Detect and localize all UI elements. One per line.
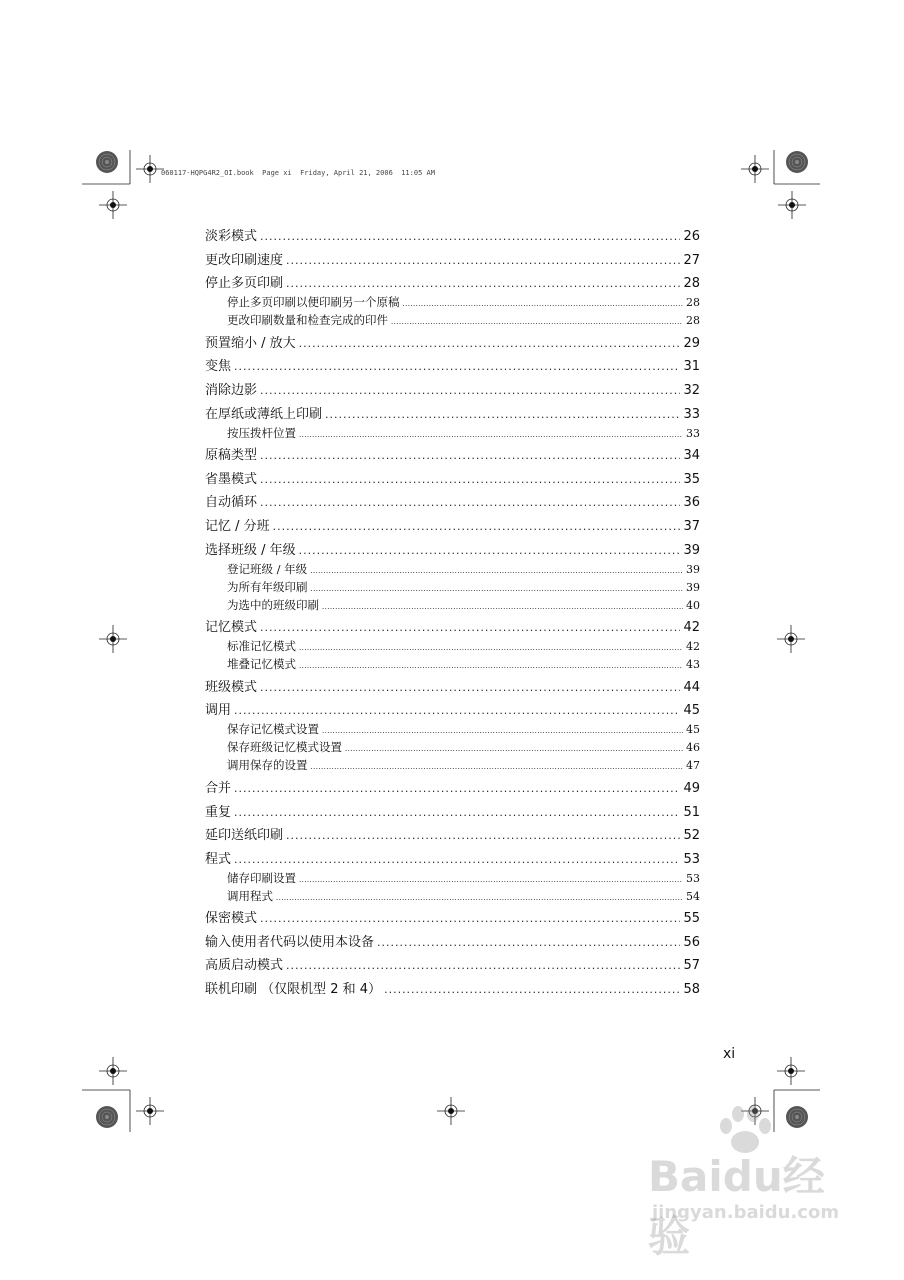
toc-entry-title: 重复 xyxy=(205,804,232,820)
toc-entry[interactable] xyxy=(205,518,700,536)
toc-subentry[interactable] xyxy=(205,655,700,673)
toc-leader-dots xyxy=(299,335,681,353)
toc-entry[interactable] xyxy=(205,957,700,975)
toc-subentry[interactable] xyxy=(205,738,700,756)
toc-leader-dots xyxy=(260,447,680,465)
toc-leader-dots xyxy=(299,639,683,657)
toc-leader-dots xyxy=(311,580,684,598)
toc-subentry-title: 按压拨杆位置 xyxy=(227,425,296,440)
toc-entry-title: 停止多页印刷 xyxy=(205,276,284,292)
toc-entry[interactable] xyxy=(205,494,700,512)
toc-entry-page: 53 xyxy=(683,851,700,867)
toc-entry-page: 35 xyxy=(683,471,700,487)
toc-leader-dots xyxy=(260,679,680,697)
toc-subentry-title: 为所有年级印刷 xyxy=(227,579,308,594)
toc-entry-page: 45 xyxy=(683,703,700,719)
toc-entry[interactable] xyxy=(205,358,700,376)
toc-subentry-page: 40 xyxy=(686,598,700,612)
toc-entry-page: 49 xyxy=(683,780,700,796)
toc-subentry-title: 标准记忆模式 xyxy=(227,639,296,654)
toc-entry-title: 消除边影 xyxy=(205,382,258,398)
toc-subentry-title: 调用程式 xyxy=(227,888,273,903)
toc-subentry[interactable] xyxy=(205,560,700,578)
toc-entry[interactable] xyxy=(205,275,700,293)
toc-entry[interactable] xyxy=(205,679,700,697)
toc-subentry-title: 为选中的班级印刷 xyxy=(227,597,319,612)
toc-leader-dots xyxy=(234,851,680,869)
toc-leader-dots xyxy=(322,722,683,740)
toc-entry-title: 合并 xyxy=(205,780,232,796)
toc-subentry[interactable] xyxy=(205,637,700,655)
toc-subentry-page: 47 xyxy=(686,759,700,773)
toc-subentry[interactable] xyxy=(205,578,700,596)
toc-subentry-title: 保存班级记忆模式设置 xyxy=(227,740,342,755)
toc-subentry-page: 28 xyxy=(686,296,700,310)
toc-entry-title: 选择班级 / 年级 xyxy=(205,542,296,558)
toc-entry-title: 原稿类型 xyxy=(205,448,258,464)
toc-leader-dots xyxy=(286,275,680,293)
toc-leader-dots xyxy=(345,740,683,758)
toc-subentry-page: 53 xyxy=(686,871,700,885)
toc-leader-dots xyxy=(273,518,681,536)
toc-leader-dots xyxy=(311,758,684,776)
toc-entry-title: 记忆 / 分班 xyxy=(205,518,270,534)
toc-subentry-page: 33 xyxy=(686,426,700,440)
toc-leader-dots xyxy=(286,827,680,845)
toc-subentry-title: 登记班级 / 年级 xyxy=(227,561,308,576)
toc-leader-dots xyxy=(286,957,680,975)
toc-leader-dots xyxy=(260,382,680,400)
toc-entry-title: 自动循环 xyxy=(205,495,258,511)
toc-leader-dots xyxy=(234,702,680,720)
toc-entry-title: 更改印刷速度 xyxy=(205,252,284,268)
toc-subentry[interactable] xyxy=(205,887,700,905)
toc-entry-title: 记忆模式 xyxy=(205,620,258,636)
toc-entry-page: 56 xyxy=(683,934,700,950)
toc-entry-page: 55 xyxy=(683,911,700,927)
toc-leader-dots xyxy=(260,494,680,512)
toc-subentry[interactable] xyxy=(205,720,700,738)
toc-entry-page: 33 xyxy=(683,406,700,422)
toc-subentry[interactable] xyxy=(205,311,700,329)
toc-leader-dots xyxy=(260,471,680,489)
toc-leader-dots xyxy=(403,295,684,313)
toc-subentry-page: 43 xyxy=(686,658,700,672)
toc-entry[interactable] xyxy=(205,934,700,952)
toc-leader-dots xyxy=(377,934,680,952)
toc-subentry-page: 46 xyxy=(686,741,700,755)
toc-subentry-title: 保存记忆模式设置 xyxy=(227,722,319,737)
toc-leader-dots xyxy=(234,358,680,376)
toc-entry-title: 联机印刷 （仅限机型 2 和 4） xyxy=(205,982,382,998)
toc-entry[interactable] xyxy=(205,702,700,720)
page-number: xi xyxy=(723,1046,736,1062)
toc-entry-title: 班级模式 xyxy=(205,679,258,695)
toc-entry[interactable] xyxy=(205,542,700,560)
toc-entry-page: 52 xyxy=(683,828,700,844)
toc-entry-title: 省墨模式 xyxy=(205,471,258,487)
toc-leader-dots xyxy=(299,426,683,444)
toc-entry-page: 36 xyxy=(683,495,700,511)
toc-subentry-title: 停止多页印刷以便印刷另一个原稿 xyxy=(227,295,400,310)
toc-entry-title: 高质启动模式 xyxy=(205,958,284,974)
toc-leader-dots xyxy=(299,542,681,560)
toc-subentry[interactable] xyxy=(205,293,700,311)
toc-subentry-page: 54 xyxy=(686,889,700,903)
toc-leader-dots xyxy=(286,252,680,270)
toc-subentry[interactable] xyxy=(205,756,700,774)
toc-entry-page: 29 xyxy=(683,335,700,351)
toc-subentry[interactable] xyxy=(205,596,700,614)
toc-entry[interactable] xyxy=(205,471,700,489)
toc-entry-page: 58 xyxy=(683,982,700,998)
toc-entry[interactable] xyxy=(205,252,700,270)
toc-entry-title: 预置缩小 / 放大 xyxy=(205,335,296,351)
toc-leader-dots xyxy=(322,598,683,616)
toc-entry[interactable] xyxy=(205,619,700,637)
toc-entry-page: 28 xyxy=(683,276,700,292)
toc-entry-page: 34 xyxy=(683,448,700,464)
toc-entry-title: 变焦 xyxy=(205,359,232,375)
toc-leader-dots xyxy=(260,910,680,928)
toc-leader-dots xyxy=(299,871,683,889)
watermark-brand: Baidu经验 xyxy=(648,1152,825,1261)
toc-entry-title: 输入使用者代码以使用本设备 xyxy=(205,934,375,950)
toc-leader-dots xyxy=(391,313,683,331)
watermark-url: jingyan.baidu.com xyxy=(652,1202,840,1223)
toc-leader-dots xyxy=(260,228,680,246)
toc-entry[interactable] xyxy=(205,780,700,798)
toc-entry[interactable] xyxy=(205,335,700,353)
print-file-info: 060117-HQPG4R2_OI.book Page xi Friday, April 21, 2006 11:05 AM xyxy=(161,169,435,177)
toc-subentry-title: 堆叠记忆模式 xyxy=(227,657,296,672)
toc-subentry-title: 储存印刷设置 xyxy=(227,870,296,885)
toc-subentry[interactable] xyxy=(205,424,700,442)
toc-subentry-page: 45 xyxy=(686,723,700,737)
toc-leader-dots xyxy=(260,619,680,637)
toc-subentry-title: 调用保存的设置 xyxy=(227,758,308,773)
toc-entry-title: 程式 xyxy=(205,851,232,867)
toc-entry-page: 37 xyxy=(683,518,700,534)
toc-leader-dots xyxy=(310,562,683,580)
toc-leader-dots xyxy=(325,406,680,424)
toc-leader-dots xyxy=(276,889,683,907)
toc-entry-page: 27 xyxy=(683,252,700,268)
toc-entry[interactable] xyxy=(205,228,700,246)
toc-subentry-page: 42 xyxy=(686,640,700,654)
toc-leader-dots xyxy=(299,657,683,675)
toc-subentry-page: 39 xyxy=(686,580,700,594)
toc-entry-title: 调用 xyxy=(205,703,232,719)
toc-entry[interactable] xyxy=(205,382,700,400)
toc-entry[interactable] xyxy=(205,981,700,999)
toc-entry-title: 在厚纸或薄纸上印刷 xyxy=(205,406,323,422)
toc-entry-page: 51 xyxy=(683,804,700,820)
toc-entry-page: 39 xyxy=(683,542,700,558)
toc-entry-page: 44 xyxy=(683,679,700,695)
table-of-contents xyxy=(205,228,700,999)
toc-leader-dots xyxy=(234,780,680,798)
toc-subentry[interactable] xyxy=(205,869,700,887)
toc-entry-title: 淡彩模式 xyxy=(205,229,258,244)
toc-entry[interactable] xyxy=(205,406,700,424)
toc-entry[interactable] xyxy=(205,804,700,822)
toc-entry-page: 31 xyxy=(683,359,700,375)
toc-leader-dots xyxy=(234,804,680,822)
toc-subentry-page: 39 xyxy=(686,562,700,576)
toc-entry-page: 42 xyxy=(683,620,700,636)
toc-entry[interactable] xyxy=(205,827,700,845)
baidu-watermark xyxy=(640,1142,860,1261)
toc-entry[interactable] xyxy=(205,851,700,869)
toc-entry-title: 延印送纸印刷 xyxy=(205,828,284,844)
toc-entry[interactable] xyxy=(205,447,700,465)
toc-entry-title: 保密模式 xyxy=(205,911,258,927)
toc-subentry-page: 28 xyxy=(686,314,700,328)
toc-entry-page: 57 xyxy=(683,958,700,974)
toc-subentry-title: 更改印刷数量和检查完成的印件 xyxy=(227,313,388,328)
toc-entry-page: 32 xyxy=(683,382,700,398)
toc-entry[interactable] xyxy=(205,910,700,928)
toc-leader-dots xyxy=(384,981,680,999)
toc-entry-page: 26 xyxy=(683,229,700,244)
